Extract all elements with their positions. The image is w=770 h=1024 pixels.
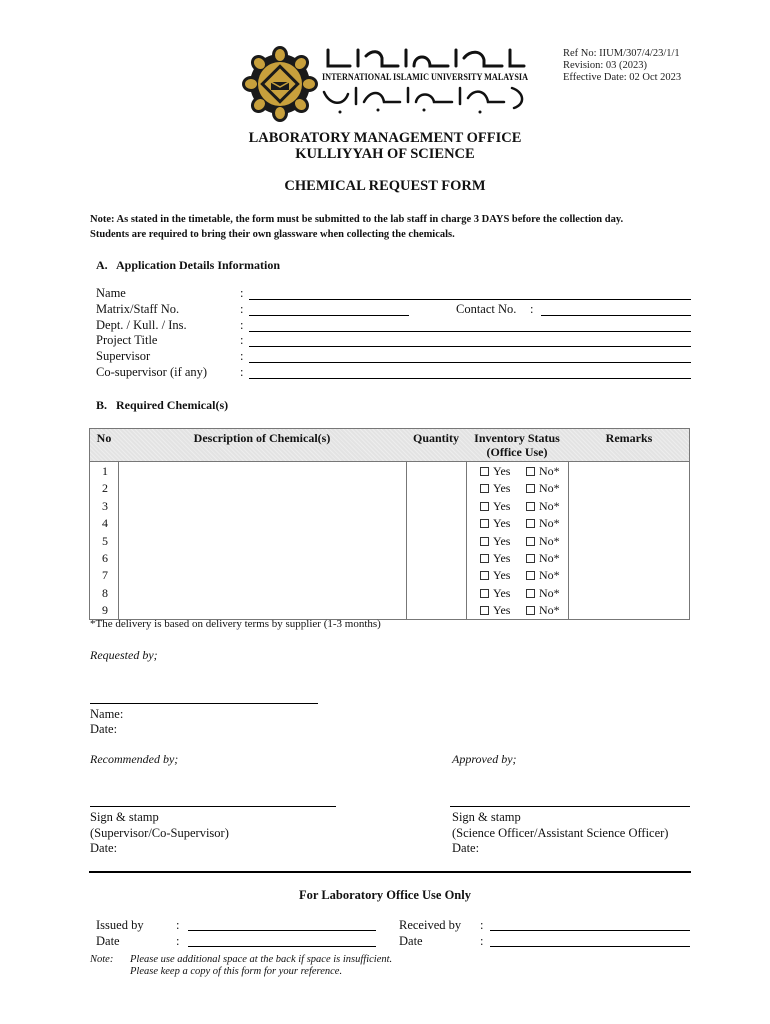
field-label: Dept. / Kull. / Ins. [96,318,187,332]
no-checkbox[interactable]: No* [526,481,560,496]
table-body [90,462,689,619]
yes-checkbox[interactable]: Yes [480,499,510,514]
row-number: 7 [102,568,108,583]
university-name-logo [320,46,532,118]
yes-checkbox[interactable]: Yes [480,534,510,549]
faculty-name: KULLIYYAH OF SCIENCE [295,146,475,162]
contact-label: Contact No. [456,302,517,316]
checkbox-icon [480,484,489,493]
no-checkbox[interactable]: No* [526,464,560,479]
table-row [90,566,689,583]
checkbox-icon [480,519,489,528]
approver-signature-line[interactable] [450,806,690,807]
no-checkbox[interactable]: No* [526,586,560,601]
table-row [90,514,689,531]
no-checkbox[interactable]: No* [526,568,560,583]
recommended-by-label: Recommended by; [90,752,179,766]
field-label: Project Title [96,333,158,347]
no-checkbox[interactable]: No* [526,603,560,618]
col-inventory-line-1: Inventory Status [474,431,560,445]
table-row [90,549,689,566]
col-no: No [96,431,112,445]
yes-checkbox[interactable]: Yes [480,481,510,496]
issued-by-line[interactable] [188,930,376,931]
col-inventory-line-2: (Office Use) [486,445,548,459]
checkbox-icon [526,502,535,511]
checkbox-icon [526,537,535,546]
checkbox-icon [480,502,489,511]
table-row [90,479,689,496]
yes-checkbox[interactable]: Yes [480,586,510,601]
field-label: Matrix/Staff No. [96,302,180,316]
checkbox-icon [526,467,535,476]
received-by-line[interactable] [490,930,690,931]
university-logo [240,44,320,124]
submission-note [90,212,690,242]
office-use-title: For Laboratory Office Use Only [299,888,471,902]
checkbox-icon [480,589,489,598]
checkbox-icon [526,571,535,580]
field-label: Co-supervisor (if any) [96,365,208,379]
approver-date-label: Date: [452,841,480,855]
checkbox-icon [526,484,535,493]
note-line-2: Students are required to bring their own glassware when collecting the chemicals. [90,229,455,240]
field-label: Name [96,286,126,300]
document-reference [563,48,681,84]
col-remarks: Remarks [605,431,653,445]
approver-block [452,810,668,857]
checkbox-icon [480,571,489,580]
table-row [90,584,689,601]
no-checkbox[interactable]: No* [526,516,560,531]
recommender-role: (Supervisor/Co-Supervisor) [90,825,229,840]
checkbox-icon [480,537,489,546]
row-number: 5 [102,533,108,548]
requested-by-label: Requested by; [90,648,158,662]
col-quantity: Quantity [412,431,459,445]
checkbox-icon [526,519,535,528]
no-checkbox[interactable]: No* [526,534,560,549]
requester-signature-line[interactable] [90,703,318,704]
issued-by-label: Issued by [96,918,144,932]
row-number: 2 [102,481,108,496]
checkbox-icon [526,589,535,598]
approver-role: (Science Officer/Assistant Science Officer) [452,825,669,840]
col-inventory [466,431,568,459]
yes-checkbox[interactable]: Yes [480,568,510,583]
approved-by-label: Approved by; [452,752,517,766]
contact-input-line[interactable] [541,315,691,316]
office-title [0,130,770,162]
received-by-label: Received by [399,918,462,932]
footer-note [130,954,392,978]
no-checkbox[interactable]: No* [526,499,560,514]
recommender-signature-line[interactable] [90,806,336,807]
checkbox-icon [480,554,489,563]
table-header [90,429,689,462]
dept-input-line[interactable] [249,331,691,332]
row-number: 1 [102,464,108,478]
yes-checkbox[interactable]: Yes [480,603,510,618]
footer-line-2: Please keep a copy of this form for your reference. [130,966,343,977]
checkbox-icon [480,467,489,476]
sign-stamp-label: Sign & stamp [452,810,521,824]
table-row [90,532,689,549]
co-supervisor-input-line[interactable] [249,378,691,379]
name-input-line[interactable] [249,299,691,300]
revision: Revision: 03 (2023) [563,60,647,71]
issued-date-label: Date [96,934,120,948]
row-number: 9 [102,603,108,618]
delivery-note: *The delivery is based on delivery terms by supplier (1-3 months) [90,618,381,630]
project-input-line[interactable] [249,346,691,347]
issued-date-line[interactable] [188,946,376,947]
section-a-heading: A. Application Details Information [96,258,281,272]
row-number: 8 [102,585,108,600]
table-row [90,601,689,618]
requester-name-label: Name: [90,707,124,721]
checkbox-icon [480,606,489,615]
section-divider [89,871,691,873]
requester-date-label: Date: [90,722,118,736]
svg-text:INTERNATIONAL ISLAMIC UNIVERSI: INTERNATIONAL ISLAMIC UNIVERSITY MALAYSIA [322,73,529,83]
yes-checkbox[interactable]: Yes [480,516,510,531]
recommender-date-label: Date: [90,841,118,855]
office-name: LABORATORY MANAGEMENT OFFICE [248,130,522,146]
effective-date: Effective Date: 02 Oct 2023 [563,72,682,83]
matrix-input-line[interactable] [249,315,409,316]
note-line-1: Note: As stated in the timetable, the form must be submitted to the lab staff in charge 3 DAYS before the collection day. [90,214,624,225]
no-checkbox[interactable]: No* [526,551,560,566]
col-description: Description of Chemical(s) [193,431,331,445]
yes-checkbox[interactable]: Yes [480,464,510,479]
row-number: 6 [102,550,108,565]
footer-line-1: Please use additional space at the back if space is insufficient. [130,954,393,965]
received-date-line[interactable] [490,946,690,947]
supervisor-input-line[interactable] [249,362,691,363]
form-title: CHEMICAL REQUEST FORM [284,178,486,194]
field-label: Supervisor [96,349,151,363]
footer-note-label: Note: [90,954,114,965]
checkbox-icon [526,606,535,615]
section-b-heading: B. Required Chemical(s) [96,398,229,412]
yes-checkbox[interactable]: Yes [480,551,510,566]
table-row [90,462,689,479]
table-row [90,497,689,514]
checkbox-icon [526,554,535,563]
row-number: 3 [102,498,108,513]
recommender-block [90,810,229,857]
ref-number: Ref No: IIUM/307/4/23/1/1 [563,48,680,59]
received-date-label: Date [399,934,423,948]
chemicals-table [89,428,690,620]
sign-stamp-label: Sign & stamp [90,810,159,824]
row-number: 4 [102,516,108,531]
